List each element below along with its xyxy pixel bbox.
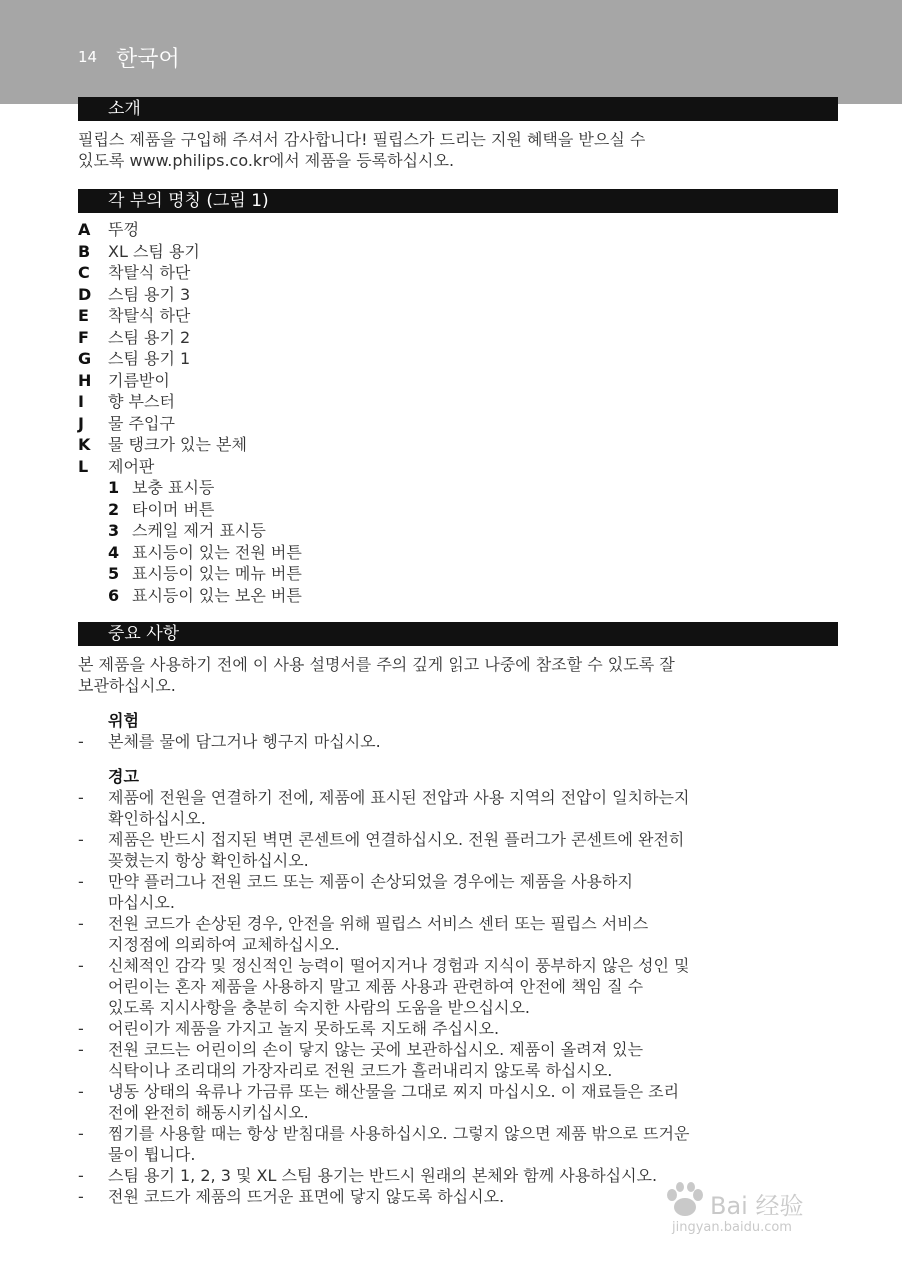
bullet-text [108, 787, 838, 829]
part-item [78, 413, 838, 435]
language-title: 한국어 [116, 47, 180, 72]
bullet-line: 어린이는 혼자 제품을 사용하지 말고 제품 사용과 관련하여 안전에 책임 질 수 [108, 977, 644, 996]
bullet-dash: - [78, 956, 84, 975]
part-label: 물 주입구 [108, 413, 175, 433]
bullet-dash: - [78, 1019, 84, 1038]
control-panel-item [78, 499, 838, 521]
section-heading-intro: 소개 [78, 97, 838, 121]
control-panel-label: 타이머 버튼 [132, 499, 215, 519]
watermark-url: jingyan.baidu.com [672, 1220, 792, 1235]
bullet-dash: - [78, 872, 84, 891]
bullet-line: 찜기를 사용할 때는 항상 받침대를 사용하십시오. 그렇지 않으면 제품 밖으로 뜨거운 [108, 1124, 690, 1143]
intro-line: 필립스 제품을 구입해 주셔서 감사합니다! 필립스가 드리는 지원 혜택을 받으실 수 [78, 130, 646, 149]
bullet-line: 마십시오. [108, 893, 175, 912]
control-panel-label: 표시등이 있는 메뉴 버튼 [132, 564, 302, 583]
part-letter: E [78, 306, 89, 325]
warning-title: 경고 [108, 767, 139, 786]
warning-item [78, 955, 838, 1018]
control-panel-number: 6 [108, 585, 120, 605]
part-label: 스팀 용기 2 [108, 327, 191, 347]
bullet-text [108, 1081, 838, 1123]
part-label: 물 탱크가 있는 본체 [108, 435, 247, 454]
control-panel-label: 보충 표시등 [132, 478, 215, 497]
part-letter: C [78, 263, 90, 282]
control-panel-label: 표시등이 있는 전원 버튼 [132, 542, 302, 562]
bullet-text [108, 731, 838, 752]
bullet-line: 꽂혔는지 항상 확인하십시오. [108, 851, 309, 870]
bullet-dash: - [78, 788, 84, 807]
warning-item [78, 913, 838, 955]
bullet-text [108, 1123, 838, 1165]
bullet-line: 지정점에 의뢰하여 교체하십시오. [108, 935, 340, 954]
bullet-text [108, 1018, 838, 1039]
part-label: 스팀 용기 3 [108, 284, 191, 304]
warning-item [78, 871, 838, 913]
warning-item [78, 1039, 838, 1081]
bullet-line: 있도록 지시사항을 충분히 숙지한 사람의 도움을 받으십시오. [108, 998, 531, 1017]
control-panel-item [78, 585, 838, 607]
important-line: 보관하십시오. [78, 676, 176, 695]
bullet-line: 냉동 상태의 육류나 가금류 또는 해산물을 그대로 찌지 마십시오. 이 재료들은 조리 [108, 1082, 680, 1101]
bullet-line: 전에 완전히 해동시키십시오. [108, 1103, 309, 1122]
watermark-logo [652, 1178, 842, 1248]
intro-paragraph [78, 129, 838, 171]
bullet-line: 전원 코드는 어린이의 손이 닿지 않는 곳에 보관하십시오. 제품이 올려져 있는 [108, 1040, 644, 1059]
part-item [78, 370, 838, 392]
control-panel-label: 스케일 제거 표시등 [132, 521, 266, 540]
bullet-dash: - [78, 732, 84, 751]
bullet-text [108, 913, 838, 955]
bullet-dash: - [78, 1082, 84, 1101]
part-letter: J [78, 413, 84, 433]
watermark-text: Bai 经验 [710, 1192, 804, 1220]
part-item [78, 262, 838, 284]
section-heading-important: 중요 사항 [78, 622, 838, 646]
danger-item [78, 731, 838, 752]
part-item [78, 348, 838, 370]
warning-item [78, 829, 838, 871]
bullet-dash: - [78, 914, 84, 933]
bullet-line: 전원 코드가 손상된 경우, 안전을 위해 필립스 서비스 센터 또는 필립스 서비스 [108, 914, 649, 933]
bullet-line: 신체적인 감각 및 정신적인 능력이 떨어지거나 경험과 지식이 풍부하지 않은 성인 및 [108, 956, 690, 975]
part-label: 뚜껑 [108, 220, 139, 239]
part-letter: L [78, 456, 89, 476]
part-item [78, 241, 838, 263]
bullet-line: 본체를 물에 담그거나 헹구지 마십시오. [108, 732, 381, 751]
warning-item [78, 1018, 838, 1039]
bullet-line: 확인하십시오. [108, 809, 206, 828]
warning-item [78, 787, 838, 829]
bullet-dash: - [78, 830, 84, 849]
bullet-text [108, 871, 838, 913]
control-panel-item [78, 563, 838, 585]
bullet-dash: - [78, 1040, 84, 1059]
page-number: 14 [78, 48, 98, 66]
part-letter: F [78, 327, 89, 347]
section-heading-parts: 각 부의 명칭 (그림 1) [78, 189, 838, 213]
part-item [78, 327, 838, 349]
part-item [78, 219, 838, 241]
part-item [78, 456, 838, 478]
bullet-text [108, 1039, 838, 1081]
warning-item [78, 1123, 838, 1165]
bullet-line: 전원 코드가 제품의 뜨거운 표면에 닿지 않도록 하십시오. [108, 1187, 505, 1206]
bullet-dash: - [78, 1187, 84, 1206]
page-content [78, 97, 838, 1207]
important-paragraph [78, 654, 838, 696]
part-label: XL 스팀 용기 [108, 241, 200, 261]
bullet-text [108, 955, 838, 1018]
part-label: 제어판 [108, 456, 155, 476]
control-panel-item [78, 520, 838, 542]
part-letter: B [78, 241, 91, 261]
control-panel-number: 1 [108, 478, 120, 497]
bullet-text [108, 829, 838, 871]
bullet-dash: - [78, 1124, 84, 1143]
control-panel-item [78, 542, 838, 564]
part-label: 스팀 용기 1 [108, 349, 191, 368]
warning-item [78, 1081, 838, 1123]
part-letter: A [78, 220, 91, 239]
danger-title: 위험 [108, 711, 139, 730]
parts-list [78, 219, 838, 477]
intro-line: 있도록 www.philips.co.kr에서 제품을 등록하십시오. [78, 151, 455, 170]
bullet-line: 어린이가 제품을 가지고 놀지 못하도록 지도해 주십시오. [108, 1019, 500, 1038]
bullet-dash: - [78, 1166, 84, 1185]
control-panel-item [78, 477, 838, 499]
part-label: 착탈식 하단 [108, 263, 191, 282]
part-label: 착탈식 하단 [108, 306, 191, 325]
control-panel-number: 4 [108, 542, 120, 562]
warning-list [78, 787, 838, 1207]
bullet-line: 제품은 반드시 접지된 벽면 콘센트에 연결하십시오. 전원 플러그가 콘센트에 완전히 [108, 830, 685, 849]
part-letter: K [78, 435, 91, 454]
control-panel-list [78, 477, 838, 606]
part-item [78, 284, 838, 306]
part-label: 기름받이 [108, 370, 170, 390]
bullet-line: 만약 플러그나 전원 코드 또는 제품이 손상되었을 경우에는 제품을 사용하지 [108, 872, 633, 891]
part-item [78, 305, 838, 327]
control-panel-number: 3 [108, 521, 120, 540]
part-item [78, 434, 838, 456]
bullet-line: 물이 튑니다. [108, 1145, 196, 1164]
part-letter: G [78, 349, 92, 368]
control-panel-number: 5 [108, 564, 120, 583]
paw-icon [660, 1180, 710, 1220]
control-panel-label: 표시등이 있는 보온 버튼 [132, 585, 302, 605]
bullet-line: 식탁이나 조리대의 가장자리로 전원 코드가 흘러내리지 않도록 하십시오. [108, 1061, 613, 1080]
bullet-line: 제품에 전원을 연결하기 전에, 제품에 표시된 전압과 사용 지역의 전압이 일치하는지 [108, 788, 690, 807]
control-panel-number: 2 [108, 499, 120, 519]
part-letter: D [78, 284, 92, 304]
bullet-line: 스팀 용기 1, 2, 3 및 XL 스팀 용기는 반드시 원래의 본체와 함께 사용하십시오. [108, 1166, 658, 1185]
part-letter: H [78, 370, 92, 390]
danger-list [78, 731, 838, 752]
header-band [0, 0, 902, 104]
part-item [78, 391, 838, 413]
part-letter: I [78, 392, 84, 411]
part-label: 향 부스터 [108, 392, 175, 411]
important-line: 본 제품을 사용하기 전에 이 사용 설명서를 주의 깊게 읽고 나중에 참조할 수 있도록 잘 [78, 655, 675, 674]
